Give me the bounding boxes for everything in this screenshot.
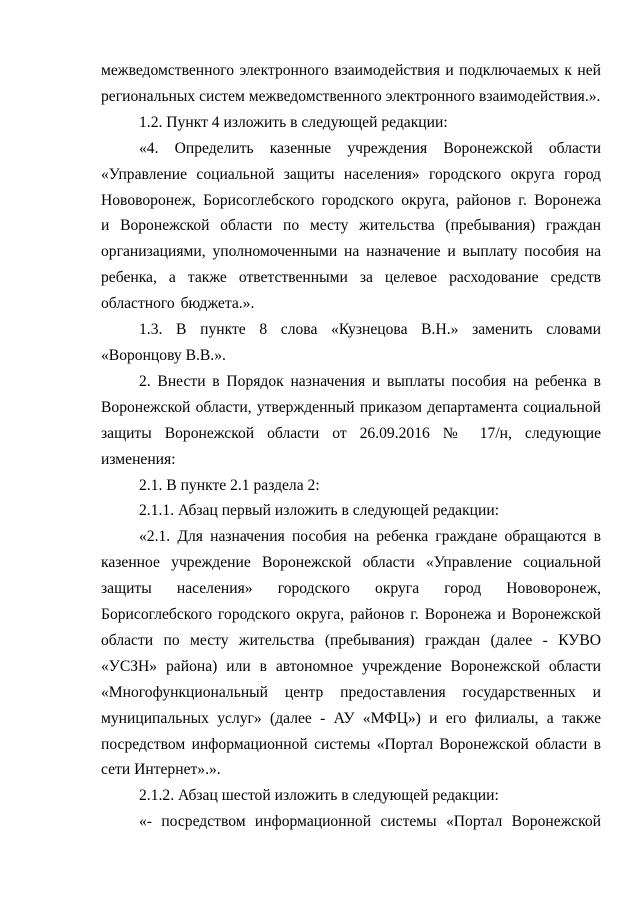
paragraph-item-2-1-quote: «2.1. Для назначения пособия на ребенка граждане обращаются в казенное учреждение Воронежской области «Управление социальной защиты населения» городского округа город Нововоронеж, Борисоглебского городского округа, районов г. Воронежа и Воронежской области по месту жительства (пребывания) граждан (далее - КУВО «УСЗН» района) или в автономное учреждение Воронежской области «Многофункциональный центр предоставления государственных и муниципальных услуг» (далее - АУ «МФЦ») и его филиалы, а также посредством информационной системы «Портал Воронежской области в сети Интернет».». xyxy=(101,528,601,779)
paragraph-item-dash-quote: «- посредством информационной системы «Портал Воронежской xyxy=(139,813,601,831)
paragraph-item-2-1-1: 2.1.1. Абзац первый изложить в следующей редакции: xyxy=(139,502,500,520)
paragraph-item-4-quote: «4. Определить казенные учреждения Воронежской области «Управление социальной защиты населения» городского округа город Нововоронеж, Борисоглебского городского округа, районов г. Воронежа и Воронежской области по месту жительства (пребывания) граждан организациями, уполномоченными на назначение и выплату пособия на ребенка, а также ответственными за целевое расходование средств областного бюджета.». xyxy=(101,139,601,313)
paragraph-item-2-1-2: 2.1.2. Абзац шестой изложить в следующей редакции: xyxy=(139,787,499,805)
paragraph-item-2-1: 2.1. В пункте 2.1 раздела 2: xyxy=(139,476,320,494)
paragraph-item-1-2: 1.2. Пункт 4 изложить в следующей редакции: xyxy=(139,113,448,131)
paragraph-item-2: 2. Внести в Порядок назначения и выплаты пособия на ребенка в Воронежской области, утвержденный приказом департамента социальной защиты Воронежской области от 26.09.2016 № 17/н, следующие изменения: xyxy=(101,372,601,468)
paragraph-item-1-3: 1.3. В пункте 8 слова «Кузнецова В.Н.» заменить словами «Воронцову В.В.». xyxy=(101,321,601,364)
paragraph-continuation: межведомственного электронного взаимодействия и подключаемых к ней региональных систем межведомственного электронного взаимодействия.». xyxy=(101,62,601,105)
document-page xyxy=(101,58,601,835)
